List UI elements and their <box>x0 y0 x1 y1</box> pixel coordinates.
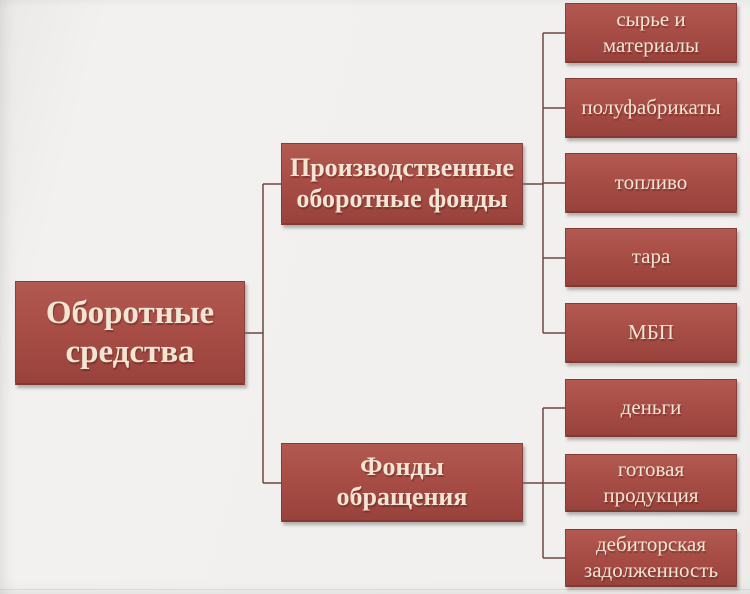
node-label: тара <box>631 244 671 269</box>
node-semi-finished <box>565 78 737 138</box>
node-label: сырье и материалы <box>602 6 700 57</box>
node-label: готовая продукция <box>603 456 699 507</box>
node-label: Фонды обращения <box>336 451 468 511</box>
node-label: топливо <box>614 169 688 194</box>
connector-root-to-branches <box>245 184 281 483</box>
connector-branch1-to-leaves <box>523 33 565 333</box>
node-working-capital <box>15 281 245 385</box>
node-label: дебиторская задолженность <box>583 531 719 582</box>
node-label: деньги <box>620 394 682 419</box>
node-money <box>565 379 737 437</box>
node-mbp <box>565 303 737 363</box>
node-receivables <box>565 529 737 587</box>
node-raw-materials <box>565 3 737 63</box>
node-label: Производственные оборотные фонды <box>289 153 515 213</box>
node-circulation-funds <box>281 443 523 522</box>
node-label: полуфабрикаты <box>581 94 721 119</box>
node-label: Оборотные средства <box>45 294 215 370</box>
connector-branch2-to-leaves <box>523 408 565 558</box>
node-fuel <box>565 153 737 213</box>
node-production-funds <box>281 143 523 225</box>
node-finished-goods <box>565 454 737 512</box>
node-packaging <box>565 228 737 287</box>
node-label: МБП <box>628 319 674 344</box>
